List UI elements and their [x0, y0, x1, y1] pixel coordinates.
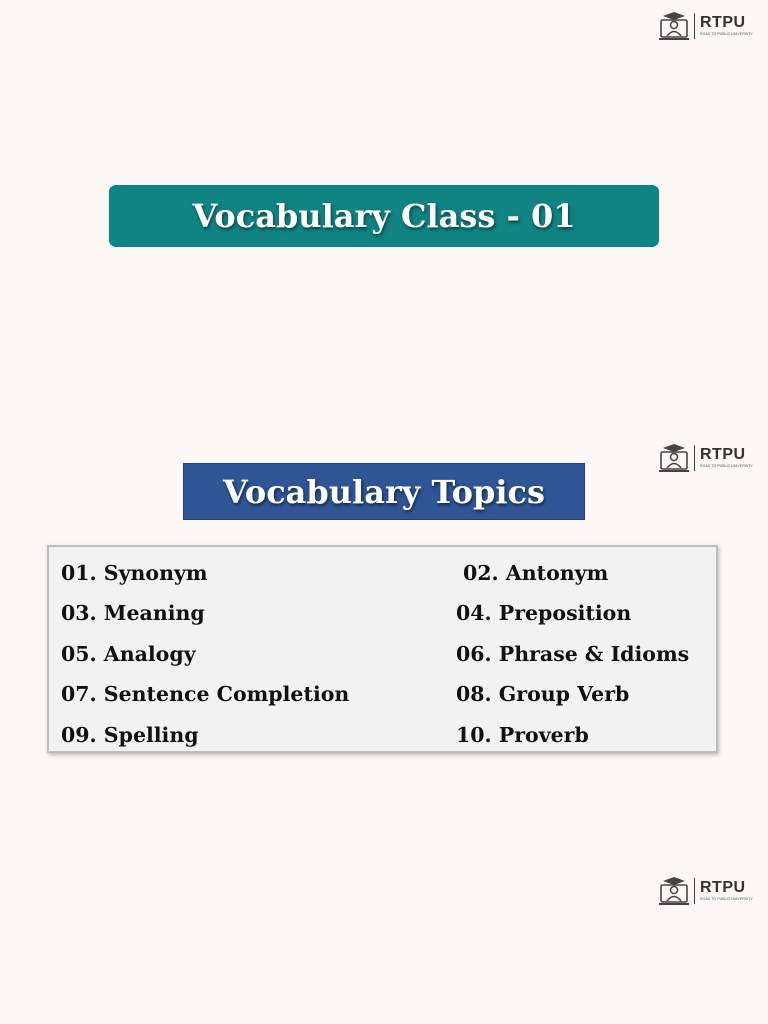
rtpu-logo: [658, 441, 753, 475]
topic-item: 09. Spelling: [61, 723, 199, 747]
topic-item: 06. Phrase & Idioms: [456, 642, 690, 666]
topic-item: 10. Proverb: [456, 723, 589, 747]
topic-item: 01. Synonym: [61, 561, 208, 585]
logo-divider: [694, 878, 695, 904]
topics-title: Vocabulary Topics: [222, 472, 546, 511]
logo-name: RTPU: [700, 879, 746, 897]
logo-name: RTPU: [700, 446, 746, 464]
logo-divider: [694, 13, 695, 39]
topic-item: 07. Sentence Completion: [61, 682, 350, 706]
logo-text: [700, 880, 753, 902]
topic-item: 05. Analogy: [61, 642, 196, 666]
graduate-laptop-icon: [658, 875, 690, 907]
graduate-laptop-icon: [658, 10, 690, 42]
topic-item: 04. Preposition: [456, 601, 632, 625]
class-banner: [109, 185, 659, 247]
topic-item: 08. Group Verb: [456, 682, 630, 706]
class-title: Vocabulary Class - 01: [192, 197, 576, 235]
rtpu-logo: [658, 9, 753, 43]
rtpu-logo: [658, 874, 753, 908]
topic-item: 02. Antonym: [463, 561, 609, 585]
logo-name: RTPU: [700, 14, 746, 32]
graduate-laptop-icon: [658, 442, 690, 474]
logo-text: [700, 15, 753, 37]
logo-divider: [694, 445, 695, 471]
topic-item: 03. Meaning: [61, 601, 205, 625]
logo-tagline: ROAD TO PUBLIC UNIVERSITY: [700, 464, 753, 469]
topics-banner: [183, 463, 585, 520]
logo-tagline: ROAD TO PUBLIC UNIVERSITY: [700, 32, 753, 37]
logo-text: [700, 447, 753, 469]
logo-tagline: ROAD TO PUBLIC UNIVERSITY: [700, 897, 753, 902]
topics-list: [47, 545, 718, 753]
